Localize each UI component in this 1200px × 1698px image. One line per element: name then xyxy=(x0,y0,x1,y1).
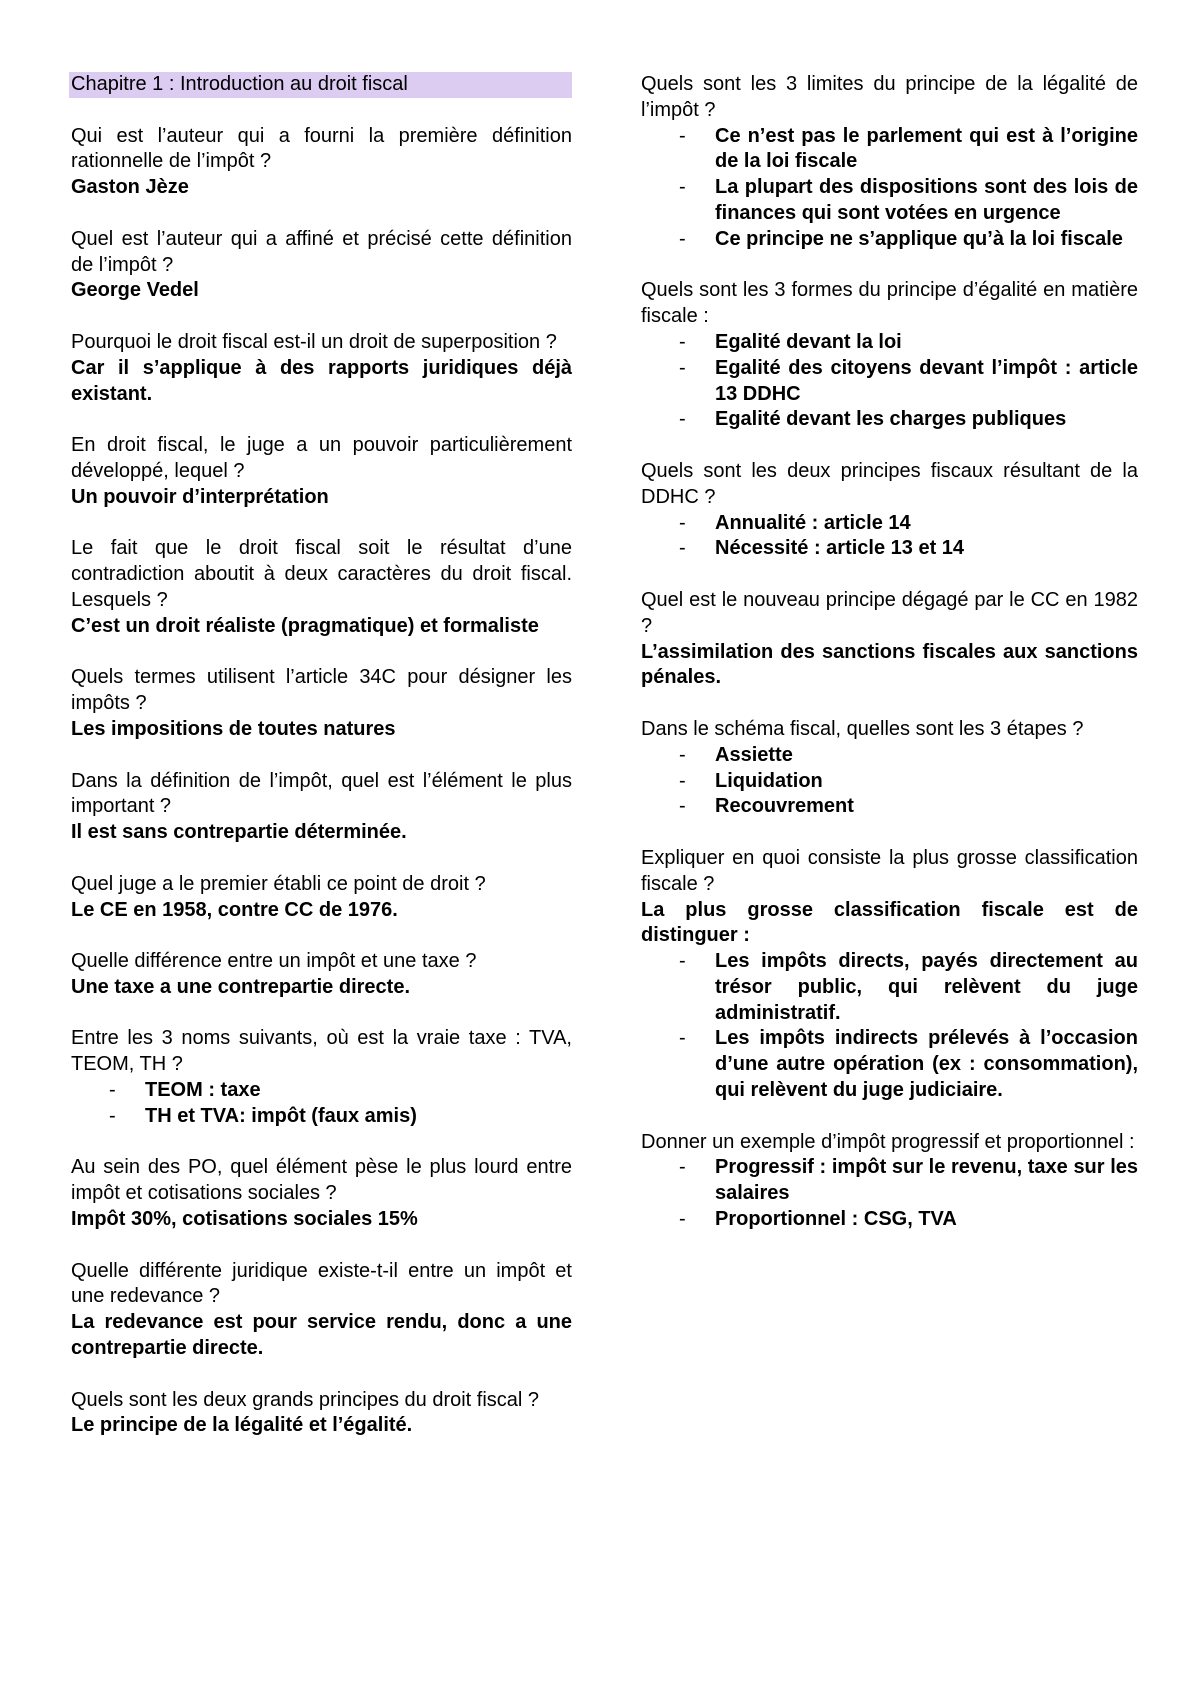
bullet-dash: - xyxy=(679,743,686,766)
qa-block xyxy=(71,124,572,201)
answer-list xyxy=(641,511,1138,563)
answer-text: Impôt 30%, cotisations sociales 15% xyxy=(71,1208,418,1231)
bullet-dash: - xyxy=(679,511,686,534)
qa-block xyxy=(641,278,1138,433)
question-text: Quels termes utilisent l’article 34C pour désigner les impôts ? xyxy=(71,666,572,715)
answer-list-item xyxy=(641,407,1138,433)
question-text: Au sein des PO, quel élément pèse le plus lourd entre impôt et cotisations sociales ? xyxy=(71,1156,572,1205)
question-text: Quels sont les deux grands principes du droit fiscal ? xyxy=(71,1388,540,1411)
qa-block xyxy=(71,227,572,304)
answer-text: Un pouvoir d’interprétation xyxy=(71,485,329,508)
answer-text: C’est un droit réaliste (pragmatique) et formaliste xyxy=(71,614,539,637)
question-text: Dans le schéma fiscal, quelles sont les 3 étapes ? xyxy=(641,717,1084,740)
bullet-dash: - xyxy=(679,795,686,818)
question-text: Le fait que le droit fiscal soit le résultat d’une contradiction aboutit à deux caractères du droit fiscal. Lesquels ? xyxy=(71,537,572,611)
question-text: Qui est l’auteur qui a fourni la première définition rationnelle de l’impôt ? xyxy=(71,124,572,173)
answer-text: Car il s’applique à des rapports juridiques déjà existant. xyxy=(71,356,572,405)
answer-text: Les impositions de toutes natures xyxy=(71,717,396,740)
left-column xyxy=(71,72,572,1465)
answer-list-item xyxy=(641,356,1138,408)
bullet-dash: - xyxy=(679,537,686,560)
answer-list-item-text: La plupart des dispositions sont des lois de finances qui sont votées en urgence xyxy=(715,176,1138,224)
question-text: Pourquoi le droit fiscal est-il un droit de superposition ? xyxy=(71,330,557,353)
answer-list-item-text: Egalité devant la loi xyxy=(715,330,902,353)
qa-block xyxy=(71,1155,572,1232)
qa-block xyxy=(71,1259,572,1362)
question-text: Quelle différente juridique existe-t-il entre un impôt et une redevance ? xyxy=(71,1259,572,1308)
answer-text: Le principe de la légalité et l’égalité. xyxy=(71,1414,413,1437)
answer-list-item-text: Egalité devant les charges publiques xyxy=(715,408,1067,431)
answer-list-item xyxy=(641,227,1138,253)
left-qa-list xyxy=(71,124,572,1440)
answer-list-item xyxy=(641,511,1138,537)
qa-block xyxy=(71,433,572,510)
bullet-dash: - xyxy=(679,124,686,147)
question-text: Quels sont les 3 limites du principe de la légalité de l’impôt ? xyxy=(641,73,1138,121)
answer-list-item-text: TH et TVA: impôt (faux amis) xyxy=(145,1104,417,1127)
bullet-dash: - xyxy=(679,950,686,973)
bullet-dash: - xyxy=(679,176,686,199)
question-text: Entre les 3 noms suivants, où est la vraie taxe : TVA, TEOM, TH ? xyxy=(71,1027,572,1076)
answer-list-item xyxy=(71,1078,572,1104)
answer-text: La redevance est pour service rendu, donc a une contrepartie directe. xyxy=(71,1311,572,1360)
answer-text: Une taxe a une contrepartie directe. xyxy=(71,975,411,998)
answer-list xyxy=(641,743,1138,820)
answer-list xyxy=(71,1078,572,1130)
answer-list-item xyxy=(641,330,1138,356)
answer-list-item-text: Recouvrement xyxy=(715,795,854,818)
answer-list-item xyxy=(641,175,1138,227)
chapter-title: Chapitre 1 : Introduction au droit fiscal xyxy=(69,72,572,98)
question-text: Quel est l’auteur qui a affiné et précisé cette définition de l’impôt ? xyxy=(71,227,572,276)
answer-list-item-text: Assiette xyxy=(715,743,793,766)
qa-block xyxy=(71,872,572,924)
answer-list-item xyxy=(641,1026,1138,1103)
answer-list-item-text: Nécessité : article 13 et 14 xyxy=(715,537,965,560)
answer-list-item-text: Les impôts indirects prélevés à l’occasion d’une autre opération (ex : consommation), qui relèvent du juge judiciaire. xyxy=(715,1027,1138,1102)
answer-list xyxy=(641,330,1138,433)
answer-list xyxy=(641,949,1138,1104)
answer-list-item-text: Egalité des citoyens devant l’impôt : article 13 DDHC xyxy=(715,356,1138,405)
question-text: Expliquer en quoi consiste la plus grosse classification fiscale ? xyxy=(641,846,1138,895)
bullet-dash: - xyxy=(679,408,686,431)
question-text: Quels sont les deux principes fiscaux résultant de la DDHC ? xyxy=(641,459,1138,508)
qa-block xyxy=(71,665,572,742)
question-text: Donner un exemple d’impôt progressif et proportionnel : xyxy=(641,1130,1135,1153)
answer-list-item xyxy=(641,949,1138,1026)
qa-block xyxy=(71,1388,572,1440)
bullet-dash: - xyxy=(679,1027,686,1050)
bullet-dash: - xyxy=(679,356,686,379)
bullet-dash: - xyxy=(679,227,686,250)
answer-list-item xyxy=(641,794,1138,820)
answer-list-item xyxy=(641,1155,1138,1207)
answer-list-item xyxy=(641,536,1138,562)
answer-text: Il est sans contrepartie déterminée. xyxy=(71,821,407,844)
qa-block xyxy=(71,949,572,1001)
answer-list xyxy=(641,1155,1138,1232)
question-text: Quels sont les 3 formes du principe d’égalité en matière fiscale : xyxy=(641,279,1138,328)
answer-list-item-text: Liquidation xyxy=(715,769,823,792)
answer-list-item-text: Ce principe ne s’applique qu’à la loi fiscale xyxy=(715,227,1123,250)
answer-list-item xyxy=(641,769,1138,795)
qa-block xyxy=(641,459,1138,562)
answer-list-item-text: Progressif : impôt sur le revenu, taxe sur les salaires xyxy=(715,1156,1138,1205)
answer-list-item xyxy=(641,124,1138,176)
question-text: Quel est le nouveau principe dégagé par le CC en 1982 ? xyxy=(641,588,1138,637)
answer-text: Gaston Jèze xyxy=(71,176,189,199)
bullet-dash: - xyxy=(679,330,686,353)
answer-list-item-text: TEOM : taxe xyxy=(145,1079,261,1102)
answer-list xyxy=(641,124,1138,253)
qa-block xyxy=(641,846,1138,1104)
question-text: En droit fiscal, le juge a un pouvoir particulièrement développé, lequel ? xyxy=(71,434,572,482)
bullet-dash: - xyxy=(679,769,686,792)
qa-block xyxy=(71,1026,572,1129)
qa-block xyxy=(641,717,1138,820)
answer-list-item xyxy=(641,1207,1138,1233)
bullet-dash: - xyxy=(679,1156,686,1179)
qa-block xyxy=(71,330,572,407)
qa-block xyxy=(641,588,1138,691)
answer-list-item-text: Ce n’est pas le parlement qui est à l’origine de la loi fiscale xyxy=(715,124,1138,173)
question-text: Dans la définition de l’impôt, quel est l’élément le plus important ? xyxy=(71,769,572,818)
qa-block xyxy=(641,1130,1138,1233)
bullet-dash: - xyxy=(679,1208,686,1231)
answer-text: Le CE en 1958, contre CC de 1976. xyxy=(71,898,398,921)
answer-list-item-text: Les impôts directs, payés directement au trésor public, qui relèvent du juge administratif. xyxy=(715,950,1138,1024)
bullet-dash: - xyxy=(109,1079,116,1102)
qa-block xyxy=(71,769,572,846)
answer-text: L’assimilation des sanctions fiscales aux sanctions pénales. xyxy=(641,640,1138,689)
right-column xyxy=(641,72,1138,1259)
answer-list-item-text: Proportionnel : CSG, TVA xyxy=(715,1208,957,1231)
answer-text: La plus grosse classification fiscale est de distinguer : xyxy=(641,898,1138,947)
answer-text: George Vedel xyxy=(71,279,199,302)
qa-block xyxy=(71,536,572,639)
answer-list-item xyxy=(71,1104,572,1130)
right-qa-list xyxy=(641,72,1138,1233)
answer-list-item xyxy=(641,743,1138,769)
bullet-dash: - xyxy=(109,1104,116,1127)
question-text: Quel juge a le premier établi ce point de droit ? xyxy=(71,872,486,895)
question-text: Quelle différence entre un impôt et une taxe ? xyxy=(71,950,477,973)
answer-list-item-text: Annualité : article 14 xyxy=(715,511,911,534)
qa-block xyxy=(641,72,1138,253)
